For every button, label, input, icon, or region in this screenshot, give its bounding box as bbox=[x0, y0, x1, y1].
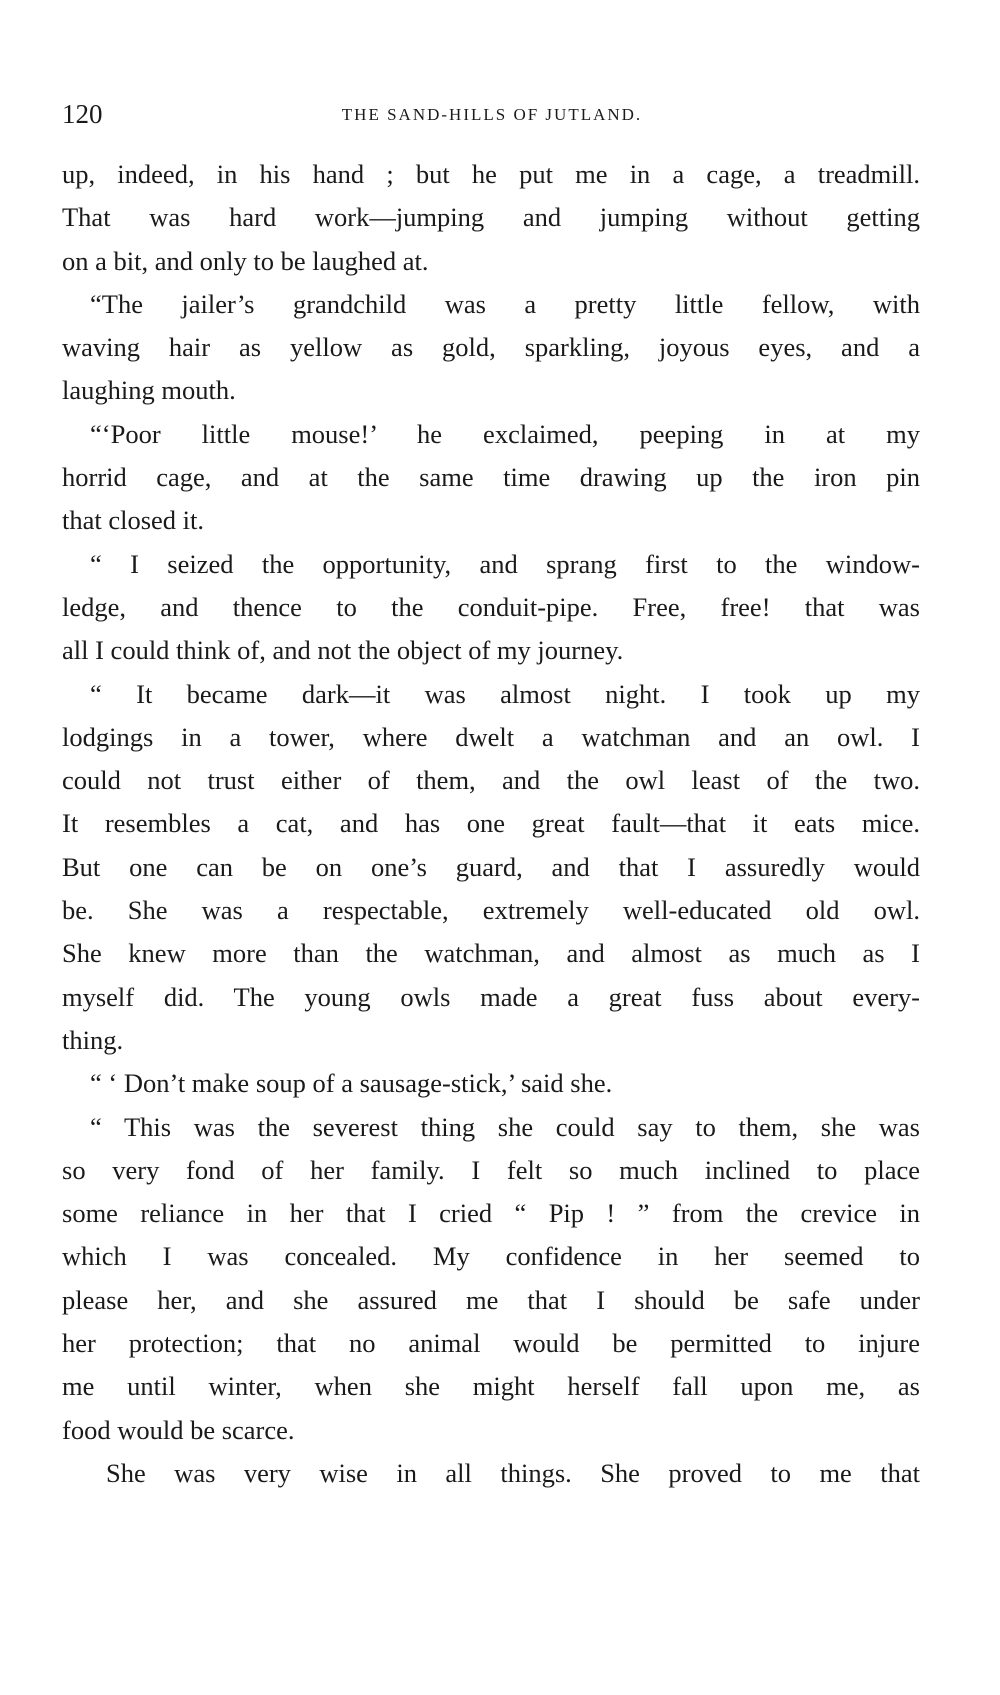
text-line: up, indeed, in his hand ; but he put me in a cage, a treadmill. bbox=[62, 159, 920, 189]
text-line: She knew more than the watchman, and almost as much as I bbox=[62, 938, 920, 969]
text-line: “ This was the severest thing she could say to them, she was bbox=[90, 1111, 920, 1142]
text-line: please her, and she assured me that I should be safe under bbox=[62, 1284, 920, 1315]
text-line: laughing mouth. bbox=[62, 375, 236, 406]
text-line: could not trust either of them, and the owl least of the two. bbox=[62, 765, 920, 796]
text-line: her protection; that no animal would be permitted to injure bbox=[62, 1328, 920, 1359]
text-line: so very fond of her family. I felt so much inclined to place bbox=[62, 1154, 920, 1185]
running-title: THE SAND-HILLS OF JUTLAND. bbox=[341, 105, 643, 124]
text-line: horrid cage, and at the same time drawing up the iron pin bbox=[62, 462, 920, 493]
text-line: “ It became dark—it was almost night. I took up my bbox=[90, 678, 920, 709]
text-line: But one can be on one’s guard, and that I assuredly would bbox=[62, 851, 920, 882]
page-number: 120 bbox=[62, 99, 103, 129]
text-line: “The jailer’s grandchild was a pretty little fellow, with bbox=[90, 288, 920, 319]
text-line: “‘Poor little mouse!’ he exclaimed, peeping in at my bbox=[90, 418, 920, 449]
text-line: myself did. The young owls made a great fuss about every- bbox=[62, 981, 920, 1012]
body-text bbox=[62, 153, 920, 1495]
text-line: some reliance in her that I cried “ Pip ! ” from the crevice in bbox=[62, 1198, 920, 1229]
text-line: that closed it. bbox=[62, 505, 205, 536]
text-line: waving hair as yellow as gold, sparkling, joyous eyes, and a bbox=[62, 332, 920, 363]
text-line: “ ‘ Don’t make soup of a sausage-stick,’ said she. bbox=[90, 1068, 613, 1099]
text-line: thing. bbox=[62, 1024, 124, 1055]
page-header bbox=[62, 98, 942, 132]
text-line: food would be scarce. bbox=[62, 1414, 295, 1445]
text-line: me until winter, when she might herself fall upon me, as bbox=[62, 1371, 920, 1402]
text-line: lodgings in a tower, where dwelt a watchman and an owl. I bbox=[62, 721, 920, 752]
text-line: which I was concealed. My confidence in her seemed to bbox=[62, 1241, 920, 1272]
text-line: She was very wise in all things. She proved to me that bbox=[106, 1457, 920, 1488]
text-line: “ I seized the opportunity, and sprang first to the window- bbox=[90, 548, 920, 579]
text-line: all I could think of, and not the object of my journey. bbox=[62, 635, 624, 666]
text-line: ledge, and thence to the conduit-pipe. Free, free! that was bbox=[62, 591, 920, 622]
text-line: be. She was a respectable, extremely well-educated old owl. bbox=[62, 895, 920, 926]
text-line: It resembles a cat, and has one great fault—that it eats mice. bbox=[62, 808, 920, 839]
text-line: on a bit, and only to be laughed at. bbox=[62, 245, 429, 276]
text-line: That was hard work—jumping and jumping without getting bbox=[62, 202, 920, 233]
